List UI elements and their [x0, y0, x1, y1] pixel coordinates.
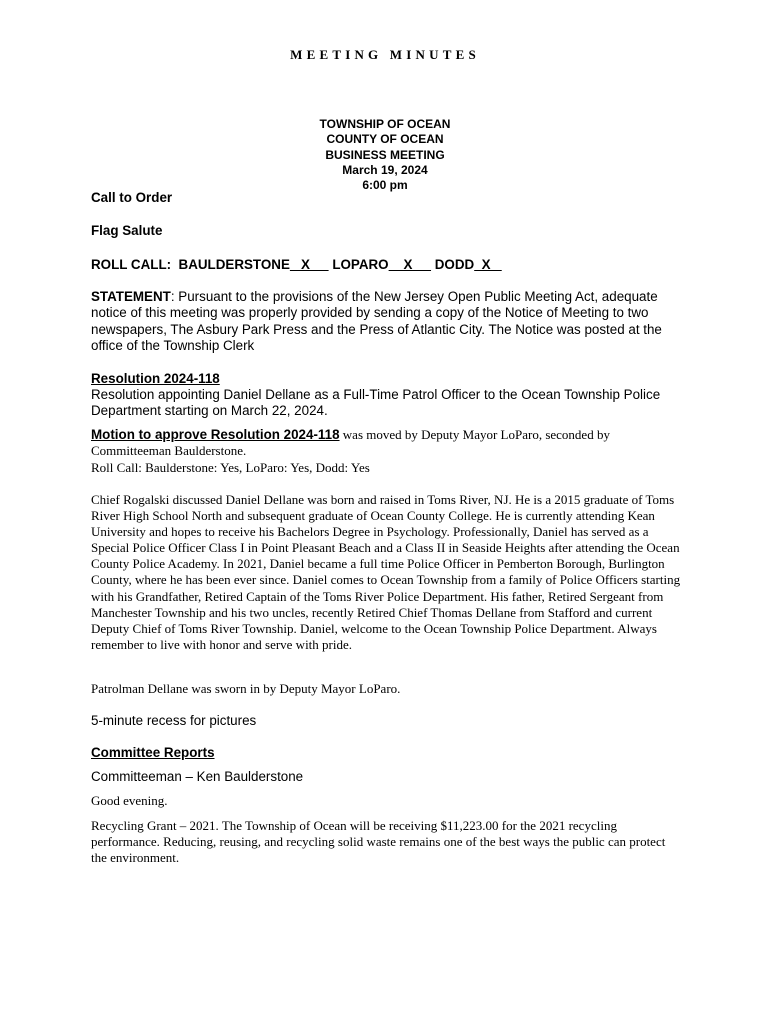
recycling-paragraph: Recycling Grant – 2021. The Township of Ocean will be receiving $11,223.00 for the 2021 recycling performance. Reducing, reusing, and recycling solid waste remains one of the best ways the public can protect the environment.: [91, 818, 666, 866]
sworn-in-text: Patrolman Dellane was sworn in by Deputy Mayor LoParo.: [91, 681, 401, 696]
chief-paragraph: Chief Rogalski discussed Daniel Dellane was born and raised in Toms River, NJ. He is a 2015 graduate of Toms River High School North and subsequent graduate of Ocean County College. He is currently attending Kean University and hopes to receive his Bachelors Degree in Psychology. Professionally, Daniel has served as a Special Police Officer Class I in Point Pleasant Beach and a Class II in Seaside Heights after attending the Ocean County Police Academy. In 2021, Daniel became a full time Police Officer in Pemberton Borough, Burlington County, where he has been ever since. Daniel comes to Ocean Township from a family of Police Officers starting with his Grandfather, Retired Captain of the Toms River Police Department. His father, Retired Sergeant from Manchester Township and his two uncles, recently Retired Chief Thomas Dellane from Stafford and current Deputy Chief of Toms River Township. Daniel, welcome to the Ocean Township Police Department. Always remember to live with honor and serve with pride.: [91, 492, 681, 652]
statement-text: : Pursuant to the provisions of the New Jersey Open Public Meeting Act, adequate notice of this meeting was properly provided by sending a copy of the Notice of Meeting to two newspapers, The Asbury Park Press and the Press of Atlantic City. The Notice was posted at the office of the Township Clerk: [91, 289, 662, 353]
motion-paragraph: [91, 427, 651, 459]
roll-call-value-dodd: X: [474, 257, 502, 272]
motion-text: was moved by Deputy Mayor LoParo, seconded by Committeeman Baulderstone.: [91, 427, 610, 459]
roll-call-label: ROLL CALL:: [91, 257, 179, 272]
roll-call-value-loparo: X: [388, 257, 432, 272]
motion-label: Motion to approve Resolution 2024-118: [91, 427, 340, 442]
statement-paragraph: [91, 289, 681, 354]
committeeman-name: Committeeman – Ken Baulderstone: [91, 769, 304, 784]
meeting-header: [0, 117, 770, 193]
roll-call-value-baulderstone: X: [289, 257, 329, 272]
flag-salute-heading: Flag Salute: [91, 223, 163, 238]
motion-roll-call: Roll Call: Baulderstone: Yes, LoParo: Yes, Dodd: Yes: [91, 460, 370, 475]
document-title: MEETING MINUTES: [290, 47, 480, 62]
statement-label: STATEMENT: [91, 289, 171, 304]
resolution-heading: Resolution 2024-118: [91, 371, 220, 386]
committee-reports-heading: Committee Reports: [91, 745, 215, 760]
header-meeting-type: BUSINESS MEETING: [325, 147, 445, 162]
call-to-order-heading: Call to Order: [91, 190, 173, 205]
greeting-text: Good evening.: [91, 793, 168, 808]
roll-call-name-dodd: DODD: [431, 257, 475, 272]
header-county: COUNTY OF OCEAN: [326, 132, 444, 147]
header-date: March 19, 2024: [342, 162, 428, 177]
recess-text: 5-minute recess for pictures: [91, 713, 257, 728]
header-time: 6:00 pm: [362, 178, 408, 193]
resolution-text: Resolution appointing Daniel Dellane as a Full-Time Patrol Officer to the Ocean Township Police Department starting on March 22, 2024.: [91, 387, 661, 419]
roll-call-name-loparo: LOPARO: [328, 257, 389, 272]
header-township: TOWNSHIP OF OCEAN: [319, 117, 451, 131]
roll-call-line: [91, 257, 691, 272]
roll-call-name-baulderstone: BAULDERSTONE: [178, 257, 290, 272]
